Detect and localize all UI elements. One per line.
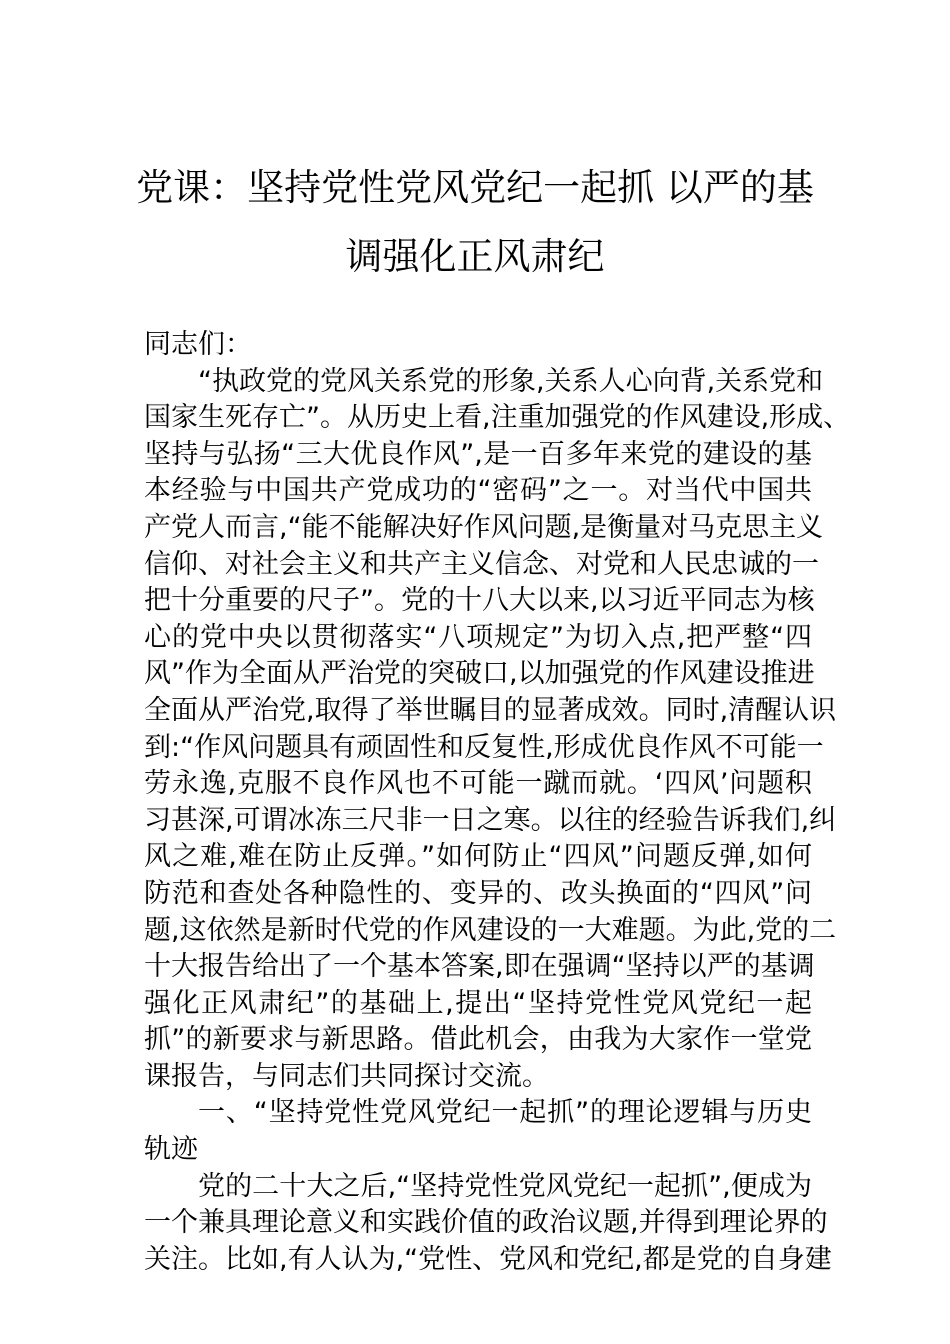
document-title-line-2: 调强化正风肃纪 (345, 235, 605, 278)
paragraph-line: 关注。比如,有人认为,“党性、党风和党纪,都是党的自身建 (144, 1243, 832, 1275)
paragraph-line: 把十分重要的尺子”。党的十八大以来,以习近平同志为核 (144, 585, 815, 617)
paragraph-line: 题,这依然是新时代党的作风建设的一大难题。为此,党的二 (144, 914, 837, 946)
document-title-line-1: 党课：坚持党性党风党纪一起抓 以严的基 (136, 166, 814, 209)
salutation: 同志们： (144, 329, 252, 360)
paragraph-line: 心的党中央以贯彻落实“八项规定”为切入点,把严整“四 (144, 621, 812, 653)
paragraph-line: 党的二十大之后,“坚持党性党风党纪一起抓”,便成为 (198, 1170, 812, 1202)
paragraph-line: 本经验与中国共产党成功的“密码”之一。对当代中国共 (144, 475, 812, 507)
paragraph-line: 习甚深,可谓冰冻三尺非一日之寒。以往的经验告诉我们,纠 (144, 804, 837, 836)
paragraph-line: 十大报告给出了一个基本答案,即在强调“坚持以严的基调 (144, 951, 815, 983)
paragraph-line: 劳永逸,克服不良作风也不可能一蹴而就。‘四风’问题积 (144, 768, 812, 800)
paragraph-line: 国家生死存亡”。从历史上看,注重加强党的作风建设,形成、 (144, 402, 851, 434)
paragraph-line: 一个兼具理论意义和实践价值的政治议题,并得到理论界的 (144, 1207, 828, 1239)
document-body (144, 327, 851, 1278)
paragraph-line: 风”作为全面从严治党的突破口,以加强党的作风建设推进 (144, 658, 815, 690)
paragraph-line: 到:“作风问题具有顽固性和反复性,形成优良作风不可能一 (144, 731, 824, 763)
paragraph-line: 信仰、对社会主义和共产主义信念、对党和人民忠诚的一 (144, 548, 819, 580)
paragraph-line: 抓”的新要求与新思路。借此机会，由我为大家作一堂党 (144, 1024, 812, 1056)
section-heading-line: 一、“坚持党性党风党纪一起抓”的理论逻辑与历史 (198, 1097, 812, 1129)
paragraph-line: 风之难,难在防止反弹。”如何防止“四风”问题反弹,如何 (144, 841, 812, 873)
paragraph-line: 防范和查处各种隐性的、变异的、改头换面的“四风”问 (144, 877, 812, 909)
paragraph-line: 课报告，与同志们共同探讨交流。 (144, 1060, 549, 1092)
paragraph-line: 产党人而言,“能不能解决好作风问题,是衡量对马克思主义 (144, 511, 824, 543)
section-heading-line: 轨迹 (144, 1134, 198, 1166)
paragraph-line: “执政党的党风关系党的形象,关系人心向背,关系党和 (198, 365, 824, 397)
paragraph-line: 坚持与弘扬“三大优良作风”,是一百多年来党的建设的基 (144, 438, 812, 470)
paragraph-line: 强化正风肃纪”的基础上,提出“坚持党性党风党纪一起 (144, 987, 812, 1019)
paragraph-line: 全面从严治党,取得了举世瞩目的显著成效。同时,清醒认识 (144, 694, 837, 726)
